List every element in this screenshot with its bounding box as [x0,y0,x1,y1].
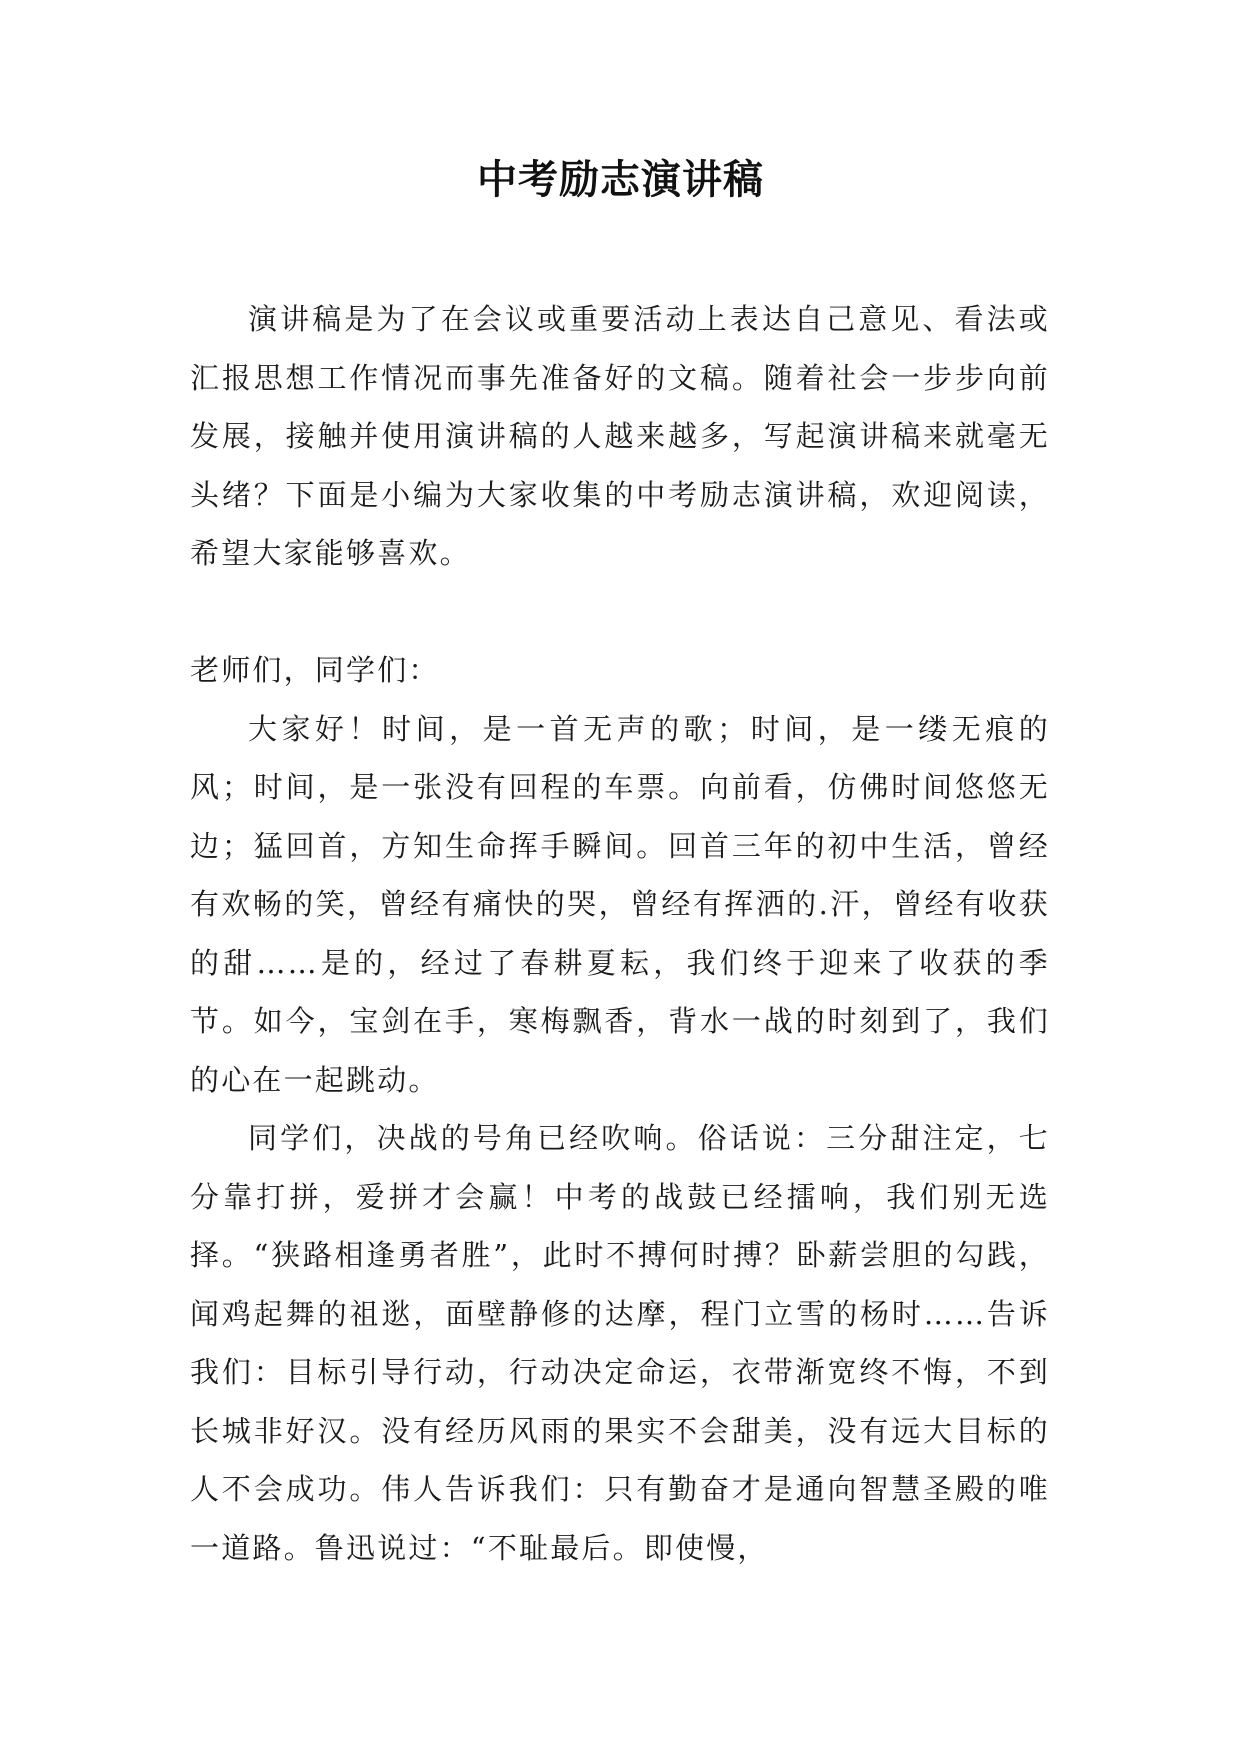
body-paragraph-1: 大家好！时间，是一首无声的歌；时间，是一缕无痕的风；时间，是一张没有回程的车票。向前看，仿佛时间悠悠无边；猛回首，方知生命挥手瞬间。回首三年的初中生活，曾经有欢畅的笑，曾经有痛快的哭，曾经有挥洒的.汗，曾经有收获的甜……是的，经过了春耕夏耘，我们终于迎来了收获的季节。如今，宝剑在手，寒梅飘香，背水一战的时刻到了，我们的心在一起跳动。 [190,711,1050,1097]
document-title: 中考励志演讲稿 [477,157,764,203]
document-body [190,290,1050,1577]
intro-paragraph: 演讲稿是为了在会议或重要活动上表达自己意见、看法或汇报思想工作情况而事先准备好的文稿。随着社会一步步向前发展，接触并使用演讲稿的人越来越多，写起演讲稿来就毫无头绪？下面是小编为大家收集的中考励志演讲稿，欢迎阅读，希望大家能够喜欢。 [190,302,1050,570]
paragraph-spacer [190,583,1050,642]
salutation: 老师们，同学们： [190,653,440,687]
body-paragraph-2: 同学们，决战的号角已经吹响。俗话说：三分甜注定，七分靠打拼，爱拼才会赢！中考的战鼓已经擂响，我们别无选择。“狭路相逢勇者胜”，此时不搏何时搏？卧薪尝胆的勾践，闻鸡起舞的祖逖，面壁静修的达摩，程门立雪的杨时……告诉我们：目标引导行动，行动决定命运，衣带渐宽终不悔，不到长城非好汉。没有经历风雨的果实不会甜美，没有远大目标的人不会成功。伟人告诉我们：只有勤奋才是通向智慧圣殿的唯一道路。鲁迅说过：“不耻最后。即使慢， [190,1121,1050,1565]
